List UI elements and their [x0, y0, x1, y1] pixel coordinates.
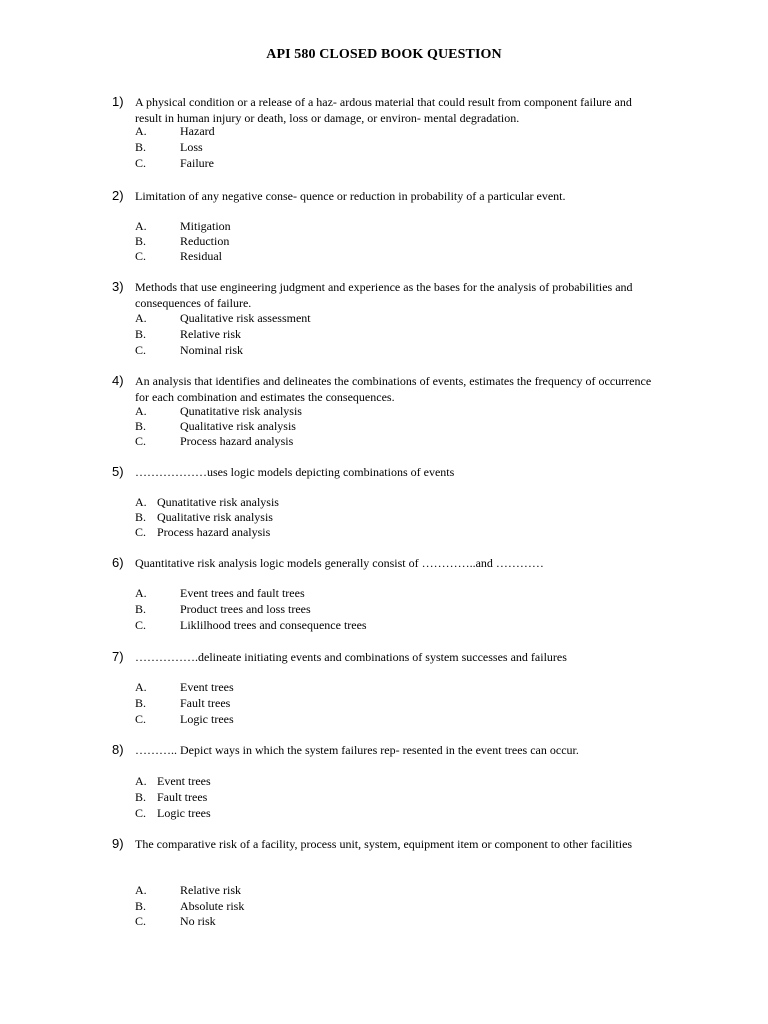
option-letter: A. — [135, 774, 147, 788]
option-letter: A. — [135, 219, 147, 233]
option-text: Loss — [180, 140, 203, 154]
option-text: Qunatitative risk analysis — [180, 404, 302, 418]
option-letter: C. — [135, 914, 147, 928]
question-number: 9) — [112, 836, 124, 851]
option-letter: C. — [135, 434, 147, 448]
option-text: Liklilhood trees and consequence trees — [180, 618, 367, 632]
question-text: A physical condition or a release of a haz- ardous material that could result from component failure and result in human injury or death, loss or damage, or environ- mental degradation. — [135, 95, 632, 125]
question-number: 4) — [112, 373, 124, 388]
option-text: Qualitative risk assessment — [180, 311, 311, 325]
option-text: Process hazard analysis — [157, 525, 271, 539]
option-letter: A. — [135, 883, 147, 897]
question-text: Quantitative risk analysis logic models generally consist of …………..and ………… — [135, 556, 544, 570]
option-text: Fault trees — [180, 696, 231, 710]
option-letter: A. — [135, 680, 147, 694]
option-text: Qualitative risk analysis — [180, 419, 296, 433]
option-text: Event trees and fault trees — [180, 586, 305, 600]
question-number: 7) — [112, 649, 124, 664]
option-letter: A. — [135, 124, 147, 138]
option-text: Logic trees — [157, 806, 211, 820]
question-number: 3) — [112, 279, 124, 294]
question-number: 8) — [112, 742, 124, 757]
option-letter: C. — [135, 806, 147, 820]
option-text: Relative risk — [180, 883, 241, 897]
option-letter: C. — [135, 249, 147, 263]
option-text: No risk — [180, 914, 216, 928]
question-number: 6) — [112, 555, 124, 570]
question-text: ………………uses logic models depicting combinations of events — [135, 465, 455, 479]
question-text: An analysis that identifies and delineates the combinations of events, estimates the frequency of occurrence for each combination and estimates the consequences. — [135, 374, 652, 404]
question-text: The comparative risk of a facility, process unit, system, equipment item or component to other facilities — [135, 837, 633, 851]
option-letter: B. — [135, 327, 147, 341]
option-letter: C. — [135, 712, 147, 726]
option-text: Hazard — [180, 124, 215, 138]
question-text: Methods that use engineering judgment and experience as the bases for the analysis of probabilities and consequences of failure. — [135, 280, 633, 310]
option-text: Nominal risk — [180, 343, 243, 357]
option-letter: C. — [135, 156, 147, 170]
option-text: Event trees — [180, 680, 234, 694]
option-text: Fault trees — [157, 790, 208, 804]
option-letter: B. — [135, 510, 147, 524]
question-number: 1) — [112, 94, 124, 109]
option-letter: A. — [135, 311, 147, 325]
question-number: 2) — [112, 188, 124, 203]
option-letter: B. — [135, 602, 147, 616]
option-text: Relative risk — [180, 327, 241, 341]
option-text: Residual — [180, 249, 222, 263]
option-text: Reduction — [180, 234, 230, 248]
option-letter: C. — [135, 525, 147, 539]
option-text: Qualitative risk analysis — [157, 510, 273, 524]
option-letter: B. — [135, 899, 147, 913]
option-text: Failure — [180, 156, 214, 170]
option-text: Event trees — [157, 774, 211, 788]
option-letter: C. — [135, 343, 147, 357]
option-letter: B. — [135, 696, 147, 710]
question-number: 5) — [112, 464, 124, 479]
option-text: Absolute risk — [180, 899, 245, 913]
option-text: Mitigation — [180, 219, 231, 233]
option-text: Qunatitative risk analysis — [157, 495, 279, 509]
option-text: Product trees and loss trees — [180, 602, 311, 616]
question-text: …………….delineate initiating events and combinations of system successes and failures — [135, 650, 567, 664]
option-letter: C. — [135, 618, 147, 632]
option-letter: A. — [135, 586, 147, 600]
option-letter: B. — [135, 790, 147, 804]
option-letter: B. — [135, 140, 147, 154]
question-text: Limitation of any negative conse- quence or reduction in probability of a particular event. — [135, 189, 566, 203]
option-letter: B. — [135, 419, 147, 433]
option-letter: B. — [135, 234, 147, 248]
option-text: Logic trees — [180, 712, 234, 726]
option-letter: A. — [135, 495, 147, 509]
option-letter: A. — [135, 404, 147, 418]
question-text: ……….. Depict ways in which the system failures rep- resented in the event trees can occur. — [135, 743, 579, 757]
page-title: API 580 CLOSED BOOK QUESTION — [266, 47, 502, 62]
option-text: Process hazard analysis — [180, 434, 294, 448]
